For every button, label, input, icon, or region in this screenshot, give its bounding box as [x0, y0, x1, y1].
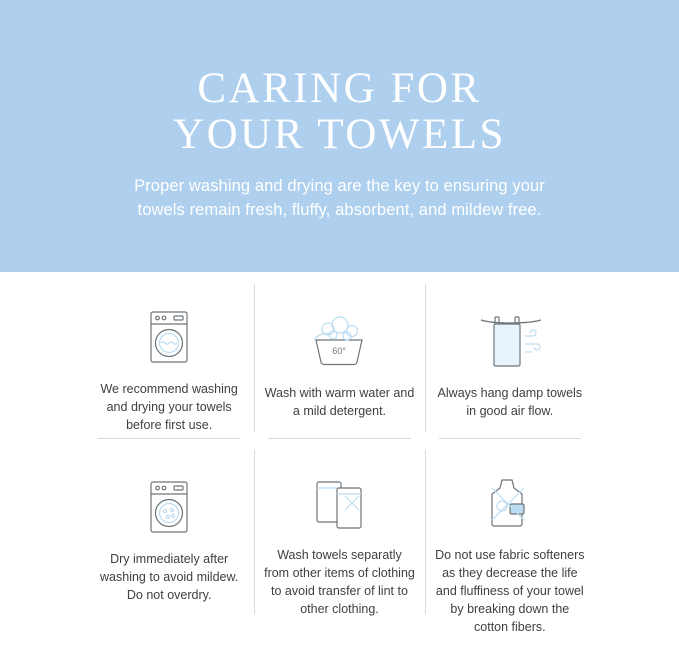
- separate-towels-icon: [299, 474, 379, 532]
- page-subtitle: Proper washing and drying are the key to ensuring your towels remain fresh, fluffy, absorbent, and mildew free.: [134, 177, 545, 219]
- wash-tub-60-degrees-icon: [302, 308, 376, 370]
- care-tip-hang-dry: [425, 272, 595, 438]
- page-title-line-1: CARING FOR: [197, 65, 482, 112]
- care-tip-text: Dry immediately after washing to avoid mildew. Do not overdry.: [100, 552, 239, 602]
- care-tip-text: Do not use fabric softeners as they decrease the life and fluffiness of your towel by breaking down the cotton fibers.: [435, 548, 585, 634]
- care-tip-dry-immediately: [84, 438, 254, 620]
- tumble-dryer-icon: [138, 474, 200, 536]
- care-tip-text: We recommend washing and drying your towels before first use.: [100, 382, 238, 432]
- hero-banner: [0, 0, 679, 272]
- hanging-towel-airflow-icon: [473, 308, 547, 370]
- care-tips-grid: [0, 272, 679, 634]
- washing-machine-icon: [138, 308, 200, 366]
- care-tip-wash-temperature: [254, 272, 424, 438]
- care-tip-wash-separately: [254, 438, 424, 620]
- care-tip-washing-machine: [84, 272, 254, 438]
- care-tip-text: Wash towels separatly from other items of clothing to avoid transfer of lint to other clothing.: [264, 548, 415, 616]
- wash-temperature-label: 60°: [332, 346, 347, 356]
- page-title-line-2: YOUR TOWELS: [173, 111, 506, 158]
- no-fabric-softener-icon: [472, 474, 548, 532]
- page-title: [173, 66, 506, 158]
- care-tip-no-fabric-softener: [425, 438, 595, 634]
- care-tip-text: Always hang damp towels in good air flow.: [437, 386, 583, 418]
- care-tip-text: Wash with warm water and a mild detergent.: [264, 386, 415, 418]
